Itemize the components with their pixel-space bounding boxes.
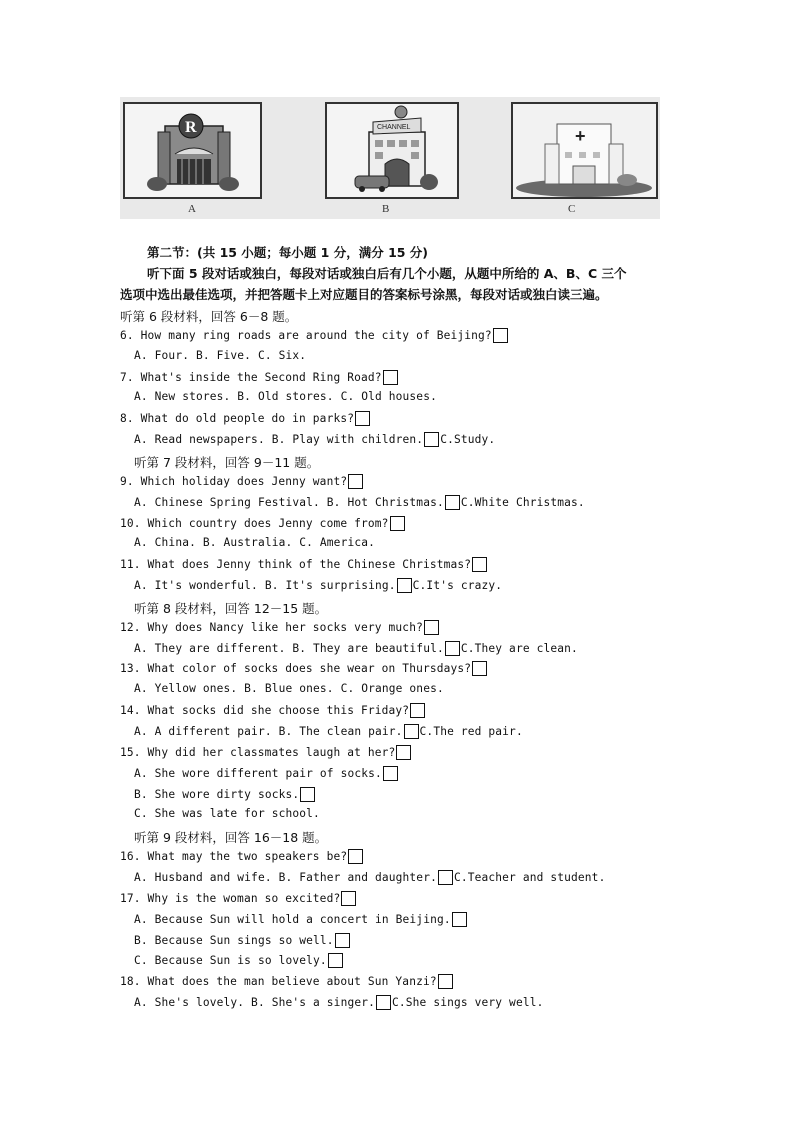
question-text bbox=[120, 703, 426, 718]
section-instruction-line-2: 选项中选出最佳选项，并把答题卡上对应题目的答案标号涂黑，每段对话或独白读三遍。 bbox=[120, 287, 608, 302]
line-text: A. Yellow ones. B. Blue ones. C. Orange ones. bbox=[134, 682, 444, 696]
option-c-text: C.She sings very well. bbox=[392, 996, 544, 1010]
answer-box[interactable] bbox=[438, 870, 453, 885]
question-text bbox=[120, 849, 364, 864]
line-text: 15. Why did her classmates laugh at her? bbox=[120, 745, 396, 759]
answer-box[interactable] bbox=[424, 620, 439, 635]
hospital-building-icon bbox=[513, 104, 656, 197]
line-text: 13. What color of socks does she wear on Thursdays? bbox=[120, 662, 472, 676]
line-text: C. She was late for school. bbox=[134, 807, 320, 821]
line-text: A. She's lovely. B. She's a singer. bbox=[134, 996, 375, 1010]
answer-options bbox=[134, 536, 375, 549]
option-c-text: C.White Christmas. bbox=[460, 495, 585, 509]
picture-c-frame bbox=[511, 102, 658, 199]
line-text: 7. What's inside the Second Ring Road? bbox=[120, 370, 382, 384]
question-text bbox=[120, 661, 488, 676]
answer-box[interactable] bbox=[410, 703, 425, 718]
hotel-building-icon bbox=[125, 104, 260, 197]
line-text: 18. What does the man believe about Sun Yanzi? bbox=[120, 975, 437, 989]
answer-box[interactable] bbox=[383, 370, 398, 385]
answer-options bbox=[134, 682, 444, 695]
question-text bbox=[120, 745, 412, 760]
material-heading bbox=[134, 599, 327, 617]
picture-a-sign: R bbox=[185, 119, 197, 136]
line-text: 12. Why does Nancy like her socks very much? bbox=[120, 620, 423, 634]
line-text: B. She wore dirty socks. bbox=[134, 787, 300, 801]
answer-box[interactable] bbox=[472, 557, 487, 572]
answer-options bbox=[134, 432, 495, 447]
question-text bbox=[120, 516, 406, 531]
option-c-text: C.They are clean. bbox=[460, 641, 578, 655]
line-text: A. Four. B. Five. C. Six. bbox=[134, 348, 307, 362]
answer-box[interactable] bbox=[348, 474, 363, 489]
answer-options bbox=[134, 578, 502, 593]
answer-box[interactable] bbox=[383, 766, 398, 781]
material-heading bbox=[134, 828, 327, 846]
line-text: C. Because Sun is so lovely. bbox=[134, 954, 327, 968]
line-text: A. Chinese Spring Festival. B. Hot Christmas. bbox=[134, 495, 444, 509]
answer-box[interactable] bbox=[445, 641, 460, 656]
answer-options bbox=[134, 995, 543, 1010]
picture-a-label: A bbox=[188, 203, 196, 215]
line-text: 14. What socks did she choose this Friday? bbox=[120, 704, 410, 718]
answer-options bbox=[134, 349, 306, 362]
line-text: 8. What do old people do in parks? bbox=[120, 412, 355, 426]
section-title: 第二节：(共 15 小题；每小题 1 分，满分 15 分) bbox=[147, 245, 429, 260]
picture-a-frame bbox=[123, 102, 262, 199]
picture-b-frame bbox=[325, 102, 459, 199]
answer-box[interactable] bbox=[390, 516, 405, 531]
line-text: 11. What does Jenny think of the Chinese Christmas? bbox=[120, 558, 472, 572]
picture-strip bbox=[120, 97, 660, 219]
material-heading bbox=[134, 453, 319, 471]
answer-box[interactable] bbox=[300, 787, 315, 802]
line-text: 听第 7 段材料，回答 9－11 题。 bbox=[134, 454, 320, 470]
answer-box[interactable] bbox=[438, 974, 453, 989]
answer-options bbox=[134, 724, 523, 739]
question-text bbox=[120, 370, 399, 385]
line-text: A. They are different. B. They are beautiful. bbox=[134, 641, 444, 655]
option-c-text: C.Teacher and student. bbox=[453, 870, 606, 884]
answer-options bbox=[134, 807, 320, 820]
answer-options bbox=[134, 953, 344, 968]
answer-box[interactable] bbox=[445, 495, 460, 510]
material-heading bbox=[120, 307, 297, 325]
line-text: A. She wore different pair of socks. bbox=[134, 766, 382, 780]
question-text bbox=[120, 557, 488, 572]
line-text: A. A different pair. B. The clean pair. bbox=[134, 725, 403, 738]
answer-box[interactable] bbox=[376, 995, 391, 1010]
picture-c-label: C bbox=[568, 203, 576, 215]
line-text: 听第 6 段材料，回答 6－8 题。 bbox=[120, 309, 298, 324]
answer-box[interactable] bbox=[404, 724, 419, 739]
line-text: A. Husband and wife. B. Father and daughter. bbox=[134, 870, 437, 884]
line-text: 6. How many ring roads are around the city of Beijing? bbox=[120, 328, 492, 342]
line-text: 9. Which holiday does Jenny want? bbox=[120, 474, 348, 488]
line-text: 听第 8 段材料，回答 12－15 题。 bbox=[134, 600, 328, 616]
picture-b-sign: CHANNEL bbox=[377, 124, 411, 131]
answer-box[interactable] bbox=[328, 953, 343, 968]
picture-c-sign: + bbox=[575, 126, 586, 146]
answer-box[interactable] bbox=[424, 432, 439, 447]
line-text: 16. What may the two speakers be? bbox=[120, 850, 348, 864]
line-text: A. New stores. B. Old stores. C. Old houses. bbox=[134, 390, 437, 404]
answer-options bbox=[134, 912, 468, 927]
line-text: A. Read newspapers. B. Play with children. bbox=[134, 433, 424, 447]
answer-options bbox=[134, 870, 605, 885]
tv-station-building-icon bbox=[327, 104, 457, 197]
answer-box[interactable] bbox=[335, 933, 350, 948]
question-text bbox=[120, 891, 357, 906]
answer-box[interactable] bbox=[397, 578, 412, 593]
answer-box[interactable] bbox=[348, 849, 363, 864]
question-text bbox=[120, 474, 364, 489]
question-text bbox=[120, 411, 371, 426]
line-text: 17. Why is the woman so excited? bbox=[120, 891, 341, 905]
answer-options bbox=[134, 390, 437, 403]
answer-box[interactable] bbox=[472, 661, 487, 676]
line-text: B. Because Sun sings so well. bbox=[134, 933, 334, 947]
answer-options bbox=[134, 933, 351, 948]
answer-box[interactable] bbox=[355, 411, 370, 426]
line-text: A. Because Sun will hold a concert in Beijing. bbox=[134, 912, 451, 926]
line-text: 10. Which country does Jenny come from? bbox=[120, 516, 389, 530]
answer-options bbox=[134, 766, 399, 781]
option-c-text: C.It's crazy. bbox=[412, 579, 503, 593]
answer-options bbox=[134, 641, 578, 656]
line-text: A. It's wonderful. B. It's surprising. bbox=[134, 579, 396, 593]
picture-b-label: B bbox=[382, 203, 390, 215]
option-c-text: C.The red pair. bbox=[419, 725, 523, 738]
answer-box[interactable] bbox=[452, 912, 467, 927]
line-text: A. China. B. Australia. C. America. bbox=[134, 536, 375, 550]
option-c-text: C.Study. bbox=[440, 433, 496, 447]
line-text: 听第 9 段材料，回答 16－18 题。 bbox=[134, 830, 328, 846]
answer-box[interactable] bbox=[396, 745, 411, 760]
answer-box[interactable] bbox=[341, 891, 356, 906]
answer-box[interactable] bbox=[493, 328, 508, 343]
section-instruction-line-1: 听下面 5 段对话或独白，每段对话或独白后有几个小题，从题中所给的 A、B、C 三个 bbox=[147, 266, 627, 281]
question-text bbox=[120, 620, 440, 635]
question-text bbox=[120, 328, 509, 343]
question-text bbox=[120, 974, 454, 989]
answer-options bbox=[134, 787, 316, 802]
answer-options bbox=[134, 495, 585, 510]
